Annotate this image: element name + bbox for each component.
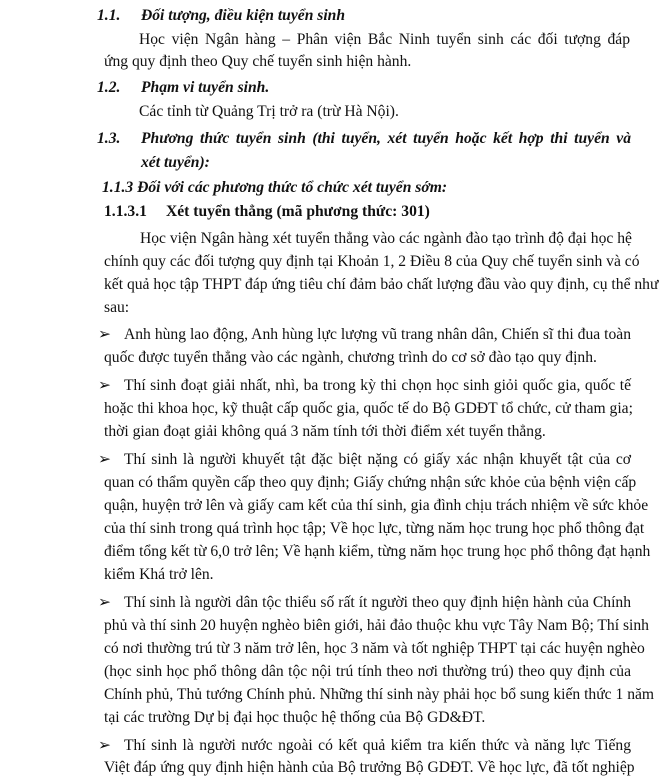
paragraph-line: Các tỉnh từ Quảng Trị trở ra (trừ Hà Nội). xyxy=(139,103,399,120)
section-title-continued: xét tuyển): xyxy=(141,154,210,171)
bullet-line: kiểm Khá trở lên. xyxy=(104,566,214,583)
section-number: 1.3. xyxy=(97,130,121,147)
bullet-line: quốc được tuyển thẳng vào các ngành, chương trình do cơ sở đào tạo quy định. xyxy=(104,349,597,366)
bullet-line: của thí sinh trong quá trình học tập; Về học lực, từng năm học trung học phổ thông đạt xyxy=(104,520,645,537)
paragraph-line: ứng quy định theo Quy chế tuyển sinh hiện hành. xyxy=(104,53,412,70)
bullet-line: thời gian đoạt giải không quá 3 năm tính tới thời điểm xét tuyển thẳng. xyxy=(104,423,546,440)
paragraph-line: Học viện Ngân hàng xét tuyển thẳng vào các ngành đào tạo trình độ đại học hệ xyxy=(140,230,632,247)
bullet-line: (học sinh học phổ thông dân tộc nội trú tính theo nơi thường trú) theo quy định của xyxy=(104,663,631,680)
arrow-bullet-icon: ➢ xyxy=(98,737,112,754)
arrow-bullet-icon: ➢ xyxy=(98,377,112,394)
bullet-line: quan có thẩm quyền cấp theo quy định; Giấy chứng nhận sức khỏe của bệnh viện cấp xyxy=(104,474,637,491)
bullet-line: hoặc thi khoa học, kỹ thuật cấp quốc gia, quốc tế do Bộ GDĐT tổ chức, cử tham gia; xyxy=(104,400,633,417)
bullet-line: có nơi thường trú từ 3 năm trở lên, học 3 năm và tốt nghiệp THPT tại các huyện nghèo xyxy=(104,640,645,657)
subsubsection-number: 1.1.3.1 xyxy=(104,203,147,220)
paragraph-line: sau: xyxy=(104,299,130,316)
bullet-line: Anh hùng lao động, Anh hùng lực lượng vũ trang nhân dân, Chiến sĩ thi đua toàn xyxy=(124,326,631,343)
bullet-line: Thí sinh đoạt giải nhất, nhì, ba trong kỳ thi chọn học sinh giỏi quốc gia, quốc tế xyxy=(124,377,631,394)
paragraph-line: Học viện Ngân hàng – Phân viện Bắc Ninh tuyển sinh các đối tượng đáp xyxy=(139,31,630,48)
bullet-line: phủ và thí sinh 20 huyện nghèo biên giới, hải đảo thuộc khu vực Tây Nam Bộ; Thí sinh xyxy=(104,617,649,634)
section-title: Phạm vi tuyển sinh. xyxy=(141,79,270,96)
paragraph-line: chính quy các đối tượng quy định tại Khoản 1, 2 Điều 8 của Quy chế tuyển sinh và có xyxy=(104,253,640,270)
bullet-line: Thí sinh là người khuyết tật đặc biệt nặng có giấy xác nhận khuyết tật của cơ xyxy=(124,451,631,468)
bullet-line: điểm tổng kết từ 6,0 trở lên; Về hạnh kiểm, từng năm học trung học phổ thông đạt hạnh xyxy=(104,543,651,560)
section-number: 1.1. xyxy=(97,7,121,24)
bullet-line: quận, huyện trở lên và giấy cam kết của thí sinh, gia đình chịu trách nhiệm về sức khỏe xyxy=(104,497,649,514)
bullet-line: Chính phủ, Thủ tướng Chính phủ. Những thí sinh này phải học bổ sung kiến thức 1 năm xyxy=(104,686,655,703)
bullet-line: tại các trường Dự bị đại học thuộc hệ thống của Bộ GD&ĐT. xyxy=(104,709,486,726)
arrow-bullet-icon: ➢ xyxy=(98,326,112,343)
subsection-heading: 1.1.3 Đối với các phương thức tổ chức xét tuyển sớm: xyxy=(102,179,448,196)
arrow-bullet-icon: ➢ xyxy=(98,594,112,611)
paragraph-line: kết quả học tập THPT đáp ứng tiêu chí đảm bảo chất lượng đầu vào quy định, cụ thể như xyxy=(104,276,659,293)
arrow-bullet-icon: ➢ xyxy=(98,451,112,468)
bullet-line: Việt đáp ứng quy định hiện hành của Bộ trưởng Bộ GDĐT. Về học lực, đã tốt nghiệp xyxy=(104,759,635,776)
bullet-line: Thí sinh là người nước ngoài có kết quả kiểm tra kiến thức và năng lực Tiếng xyxy=(124,737,631,754)
subsubsection-title: Xét tuyển thẳng (mã phương thức: 301) xyxy=(166,203,430,220)
section-title: Phương thức tuyển sinh (thi tuyển, xét tuyển hoặc kết hợp thi tuyển và xyxy=(141,130,631,147)
bullet-line: Thí sinh là người dân tộc thiểu số rất ít người theo quy định hiện hành của Chính xyxy=(124,594,631,611)
section-number: 1.2. xyxy=(97,79,121,96)
section-title: Đối tượng, điều kiện tuyển sinh xyxy=(141,7,346,24)
